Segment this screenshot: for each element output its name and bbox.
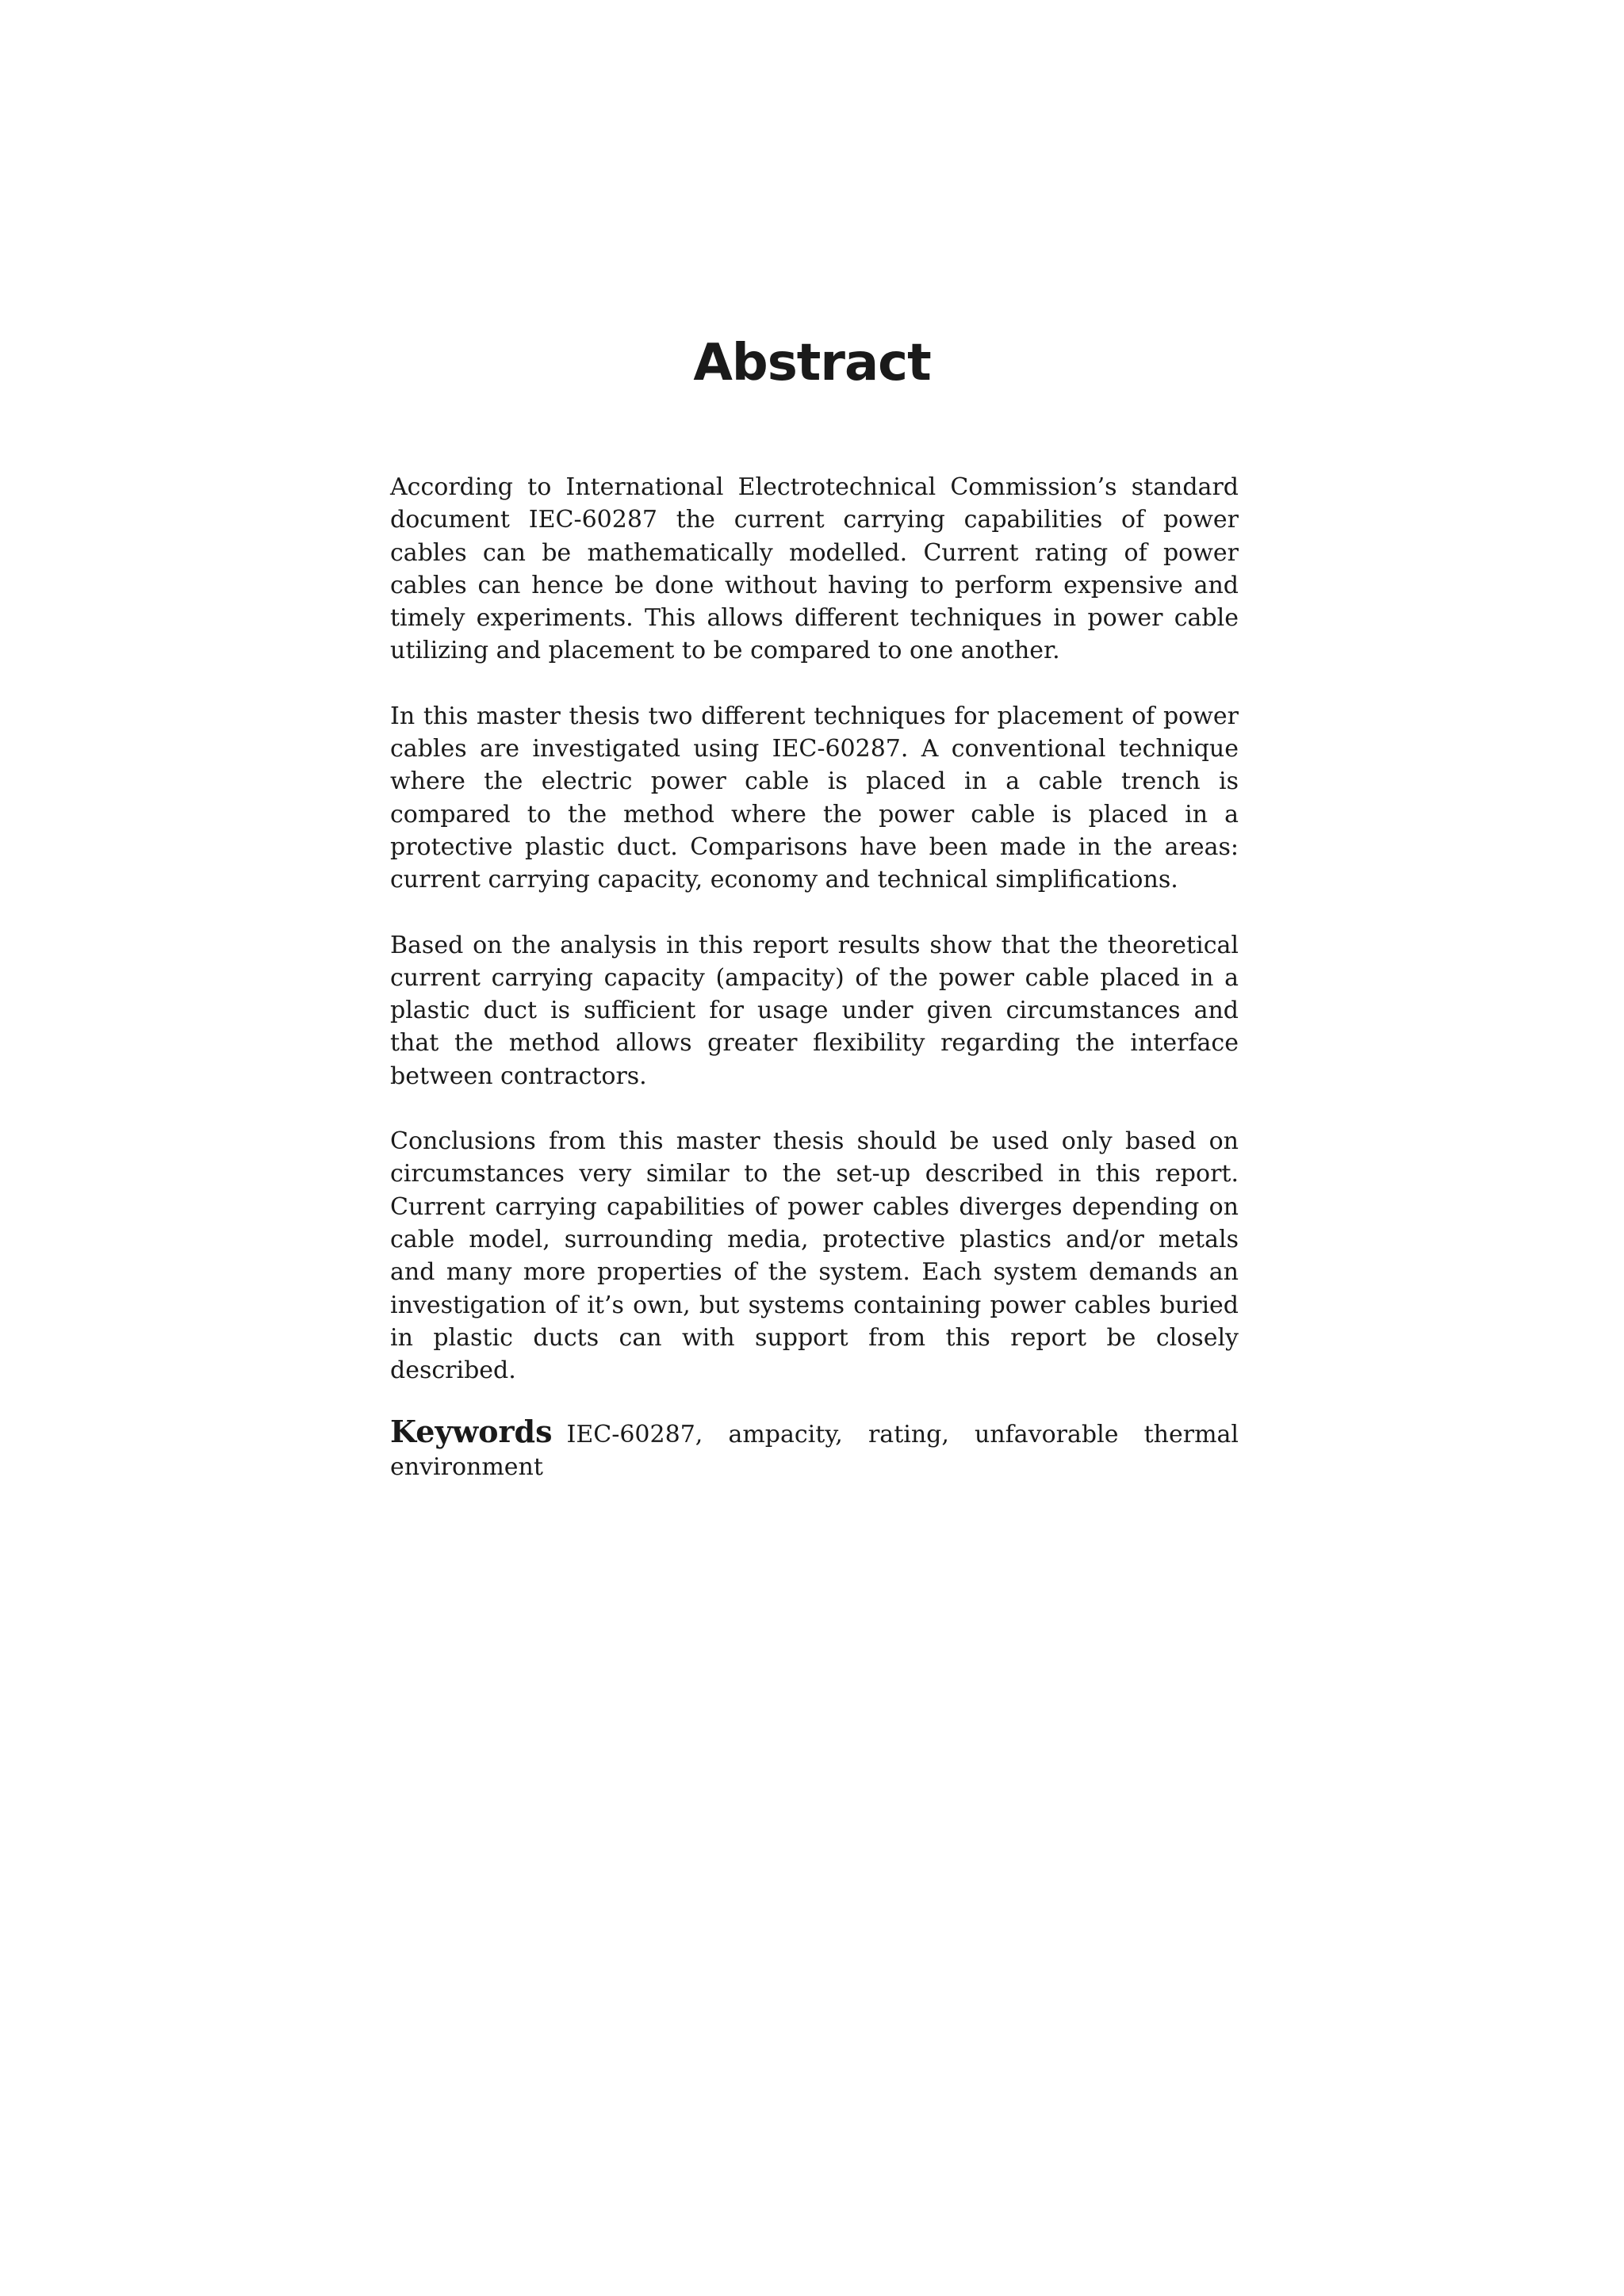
abstract-paragraph-3: Based on the analysis in this report results show that the theoretical current carrying capacity (ampacity) of the power cable placed in a plastic duct is sufficient for usage under given circumstances and that the method allows greater flexibility regarding the interface between contractors. [390,931,1239,1090]
page-title: Abstract [693,334,931,392]
keywords-section [390,1415,1239,1484]
abstract-body [390,471,1239,1419]
keywords-list: IEC-60287, ampacity, rating, unfavorable thermal environment [390,1421,1239,1482]
keywords-label: Keywords [390,1414,553,1449]
abstract-paragraph-2: In this master thesis two different techniques for placement of power cables are investigated using IEC-60287. A conventional technique where the electric power cable is placed in a cable trench is compared to the method where the power cable is placed in a protective plastic duct. Comparisons have been made in the areas: current carrying capacity, economy and technical simplifications. [390,702,1239,894]
abstract-paragraph-1: According to International Electrotechnical Commission’s standard document IEC-60287 the current carrying capabilities of power cables can be mathematically modelled. Current rating of power cables can hence be done without having to perform expensive and timely experiments. This allows different techniques in power cable utilizing and placement to be compared to one another. [390,473,1239,665]
abstract-paragraph-4: Conclusions from this master thesis should be used only based on circumstances very similar to the set-up described in this report. Current carrying capabilities of power cables diverges depending on cable model, surrounding media, protective plastics and/or metals and many more properties of the system. Each system demands an investigation of it’s own, but systems containing power cables buried in plastic ducts can with support from this report be closely described. [390,1127,1239,1385]
